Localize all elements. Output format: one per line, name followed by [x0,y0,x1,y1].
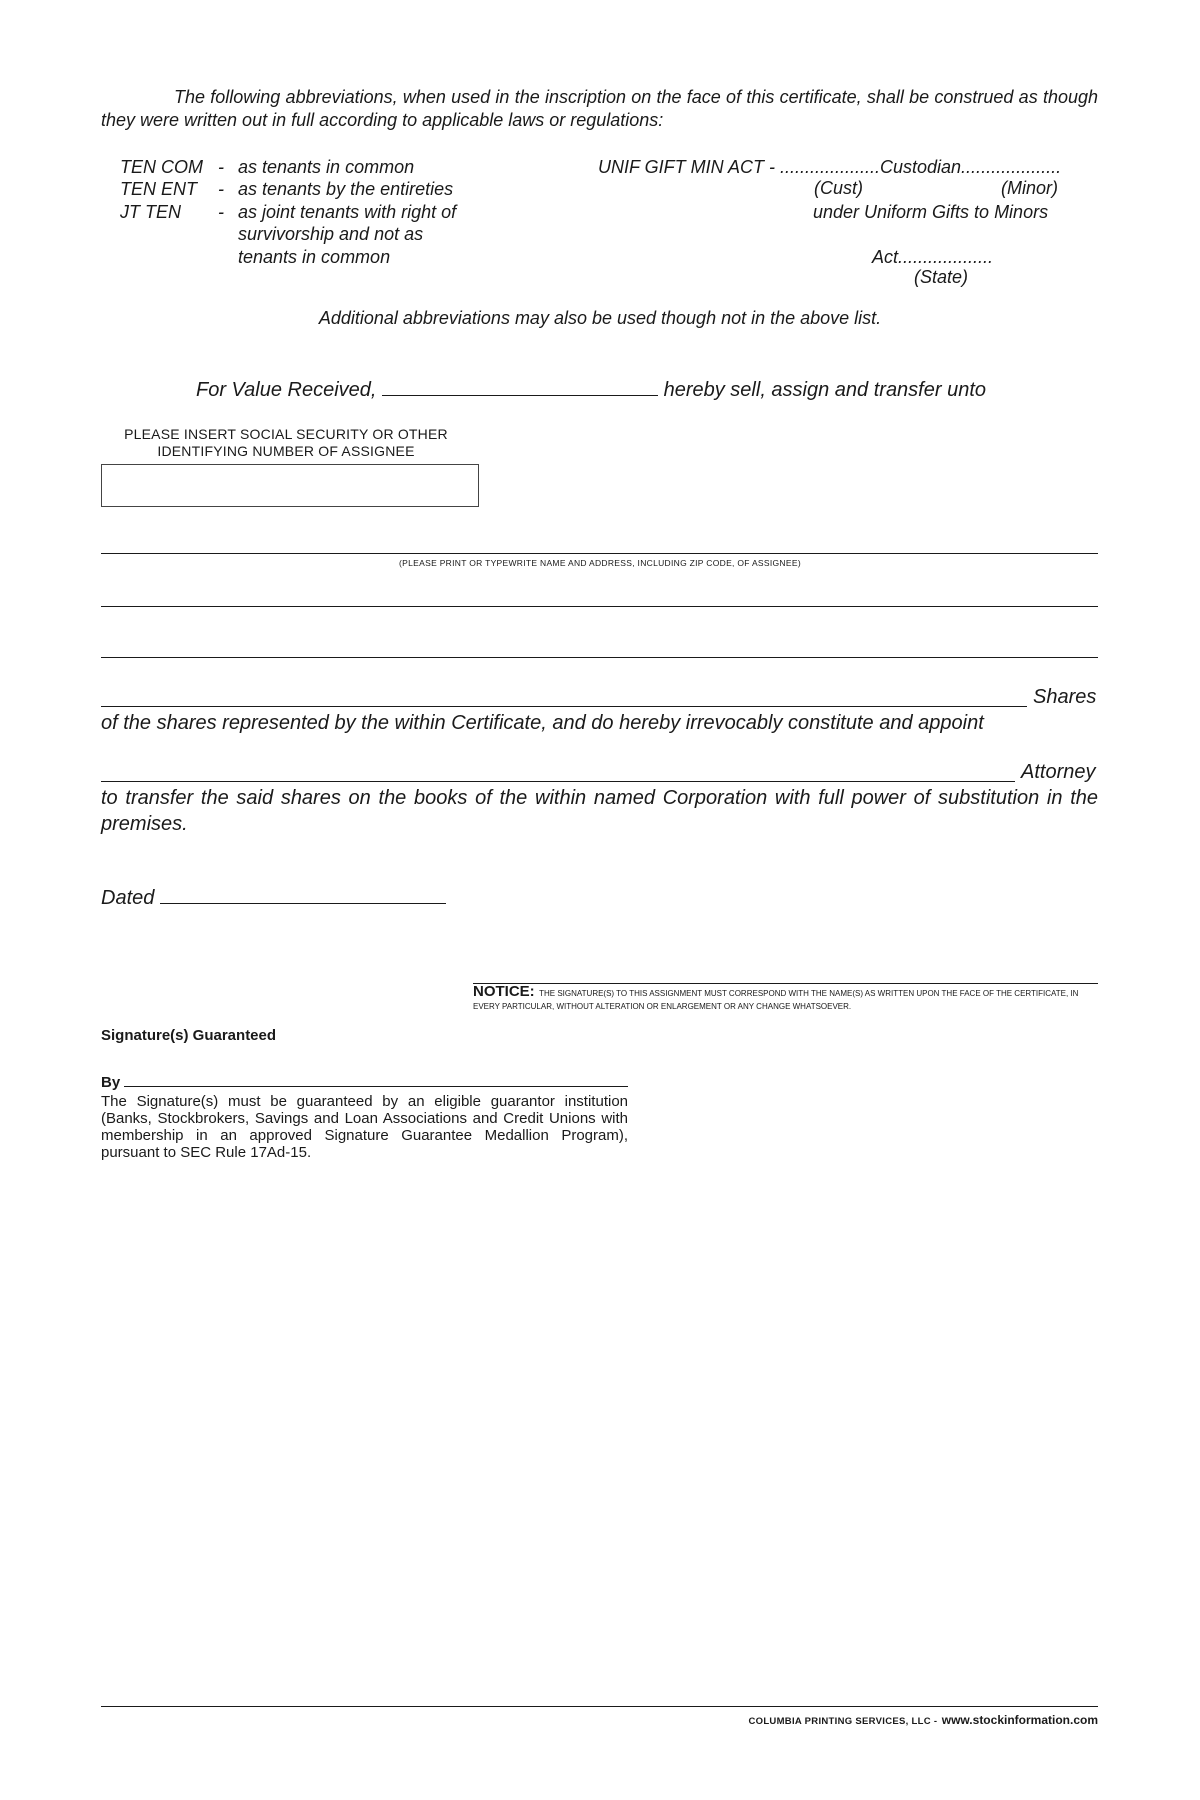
ssn-label-line1: PLEASE INSERT SOCIAL SECURITY OR OTHER [124,426,448,442]
owner-signature-line[interactable] [473,983,1098,984]
by-label: By [101,1074,121,1091]
footer-company: COLUMBIA PRINTING SERVICES, LLC - [748,1716,938,1727]
intro-text: The following abbreviations, when used in the inscription on the face of this certificate, shall be construed as though they were written out in full according to applicable laws or regulations: [101,87,1098,130]
footer [748,1711,1098,1729]
assignee-name-line[interactable] [101,553,1098,554]
signature-guaranteed-heading: Signature(s) Guaranteed [101,1027,277,1044]
unif-gift-state: (State) [914,267,969,287]
shares-label: Shares [1033,686,1097,708]
abbr-dash: - [218,179,224,199]
ssn-input-box[interactable] [101,464,479,507]
abbr-code-ten-ent: TEN ENT [120,179,198,199]
abbr-meaning-ten-ent: as tenants by the entireties [238,179,454,199]
notice-block [473,983,1098,1012]
notice-text: THE SIGNATURE(S) TO THIS ASSIGNMENT MUST CORRESPOND WITH THE NAME(S) AS WRITTEN UPON THE FACE OF THE CERTIFICATE, IN EVERY PARTICULAR, WITHOUT ALTERATION OR ENLARGEMENT OR ANY CHANGE WHATSOEVER. [473,989,1079,1011]
value-received-line [196,377,986,403]
abbr-meaning-jt-ten-cont1: survivorship and not as [238,224,424,244]
footer-website[interactable]: www.stockinformation.com [941,1713,1098,1727]
unif-gift-cust: (Cust) [814,178,863,198]
value-received-prefix: For Value Received, [196,379,377,401]
unif-gift-minor: (Minor) [1001,178,1058,198]
assignor-name-blank[interactable] [382,377,658,396]
dated-label: Dated [101,887,155,909]
abbr-dash: - [218,157,224,177]
guarantor-signature-blank[interactable] [124,1072,628,1087]
assignee-address-line-1[interactable] [101,606,1098,607]
abbr-meaning-jt-ten: as joint tenants with right of [238,202,457,222]
attorney-label: Attorney [1021,761,1096,783]
footer-rule [101,1706,1098,1707]
date-blank[interactable] [160,885,446,904]
abbr-meaning-jt-ten-cont2: tenants in common [238,247,391,267]
assignee-address-line-2[interactable] [101,657,1098,658]
abbr-meaning-ten-com: as tenants in common [238,157,415,177]
guarantor-by-line [101,1072,628,1091]
signature-guarantee-text: The Signature(s) must be guaranteed by an eligible guarantor institution (Banks, Stockbrokers, Savings and Loan Associations and Credit Unions with membership in an approved Signature Guarantee Medallion Program), pursuant to SEC Rule 17Ad-15. [101,1093,628,1161]
ssn-label-line2: IDENTIFYING NUMBER OF ASSIGNEE [157,443,415,459]
attorney-blank-line[interactable] [101,781,1015,782]
value-received-suffix: hereby sell, assign and transfer unto [663,379,987,401]
dated-line [101,885,446,911]
abbr-dash: - [218,202,224,222]
additional-abbreviations-note: Additional abbreviations may also be used though not in the above list. [318,308,882,328]
ssn-label [101,426,471,460]
attorney-sentence: to transfer the said shares on the books of the within named Corporation with full power of substitution in the premises. [101,787,1098,835]
unif-gift-act: Act................... [872,247,994,267]
notice-heading: NOTICE: [473,983,535,1000]
abbr-code-ten-com: TEN COM [120,157,203,177]
shares-sentence: of the shares represented by the within Certificate, and do hereby irrevocably constitute and appoint [101,712,984,734]
shares-blank-line[interactable] [101,706,1027,707]
assignee-caption: (PLEASE PRINT OR TYPEWRITE NAME AND ADDRESS, INCLUDING ZIP CODE, OF ASSIGNEE) [399,558,801,568]
abbr-code-jt-ten: JT TEN [120,202,181,222]
unif-gift-line: UNIF GIFT MIN ACT - ....................Custodian.................... [598,157,1062,177]
unif-gift-under-line: under Uniform Gifts to Minors [813,202,1049,222]
intro-paragraph [101,86,1098,132]
